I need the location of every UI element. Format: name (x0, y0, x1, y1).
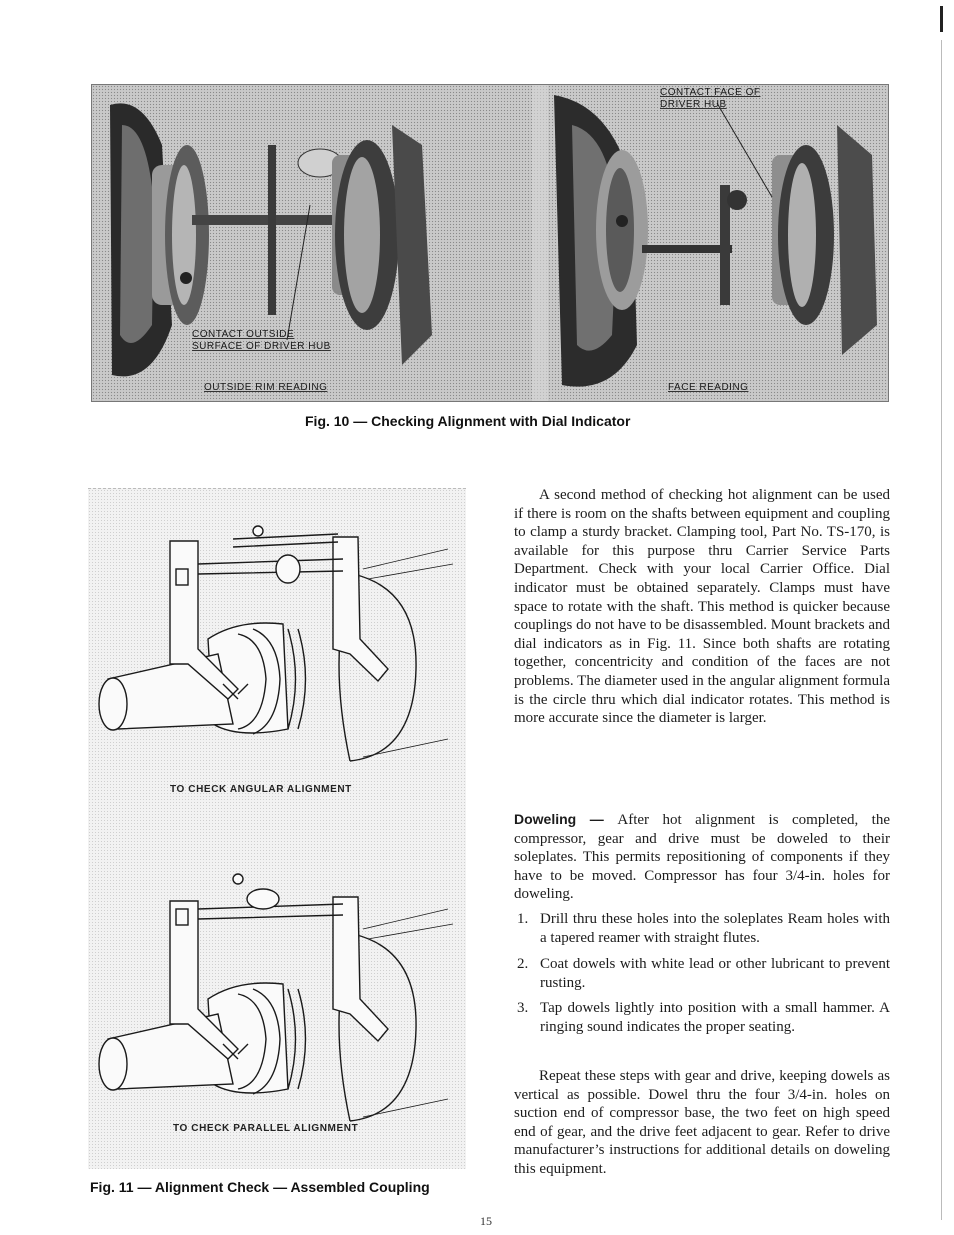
step-2 (514, 955, 890, 992)
right-coupling-photo (554, 95, 877, 387)
step-text: Drill thru these holes into the soleplates Ream holes with a tapered reamer with straight flutes. (540, 911, 890, 946)
label-outside-rim-reading: OUTSIDE RIM READING (204, 382, 328, 393)
label-face-reading: FACE READING (668, 382, 749, 393)
label-parallel-alignment: TO CHECK PARALLEL ALIGNMENT (173, 1123, 359, 1134)
parallel-alignment-drawing (99, 874, 453, 1121)
figure-10-illustration (92, 85, 888, 401)
figure-11-illustration (88, 489, 466, 1169)
body-paragraph-repeat (514, 1067, 890, 1179)
body-paragraph-hot-alignment (514, 486, 890, 728)
figure-11-drawing (88, 488, 466, 1169)
doweling-heading: Doweling — (514, 811, 618, 827)
paragraph-text: A second method of checking hot alignment can be used if there is room on the shafts between equipment and coupling to clamp a sturdy bracket. Clamping tool, Part No. TS-170, is available for this purpose thru Carrier Service Parts Department. Check with your local Carrier Office. Dial indicator must be obtained separately. Clamps must have space to rotate with the shaft. This method is quicker because couplings do not have to be disassembled. Mount brackets and dial indicators as in Fig. 11. Since both shafts are rotating together, concentricity and condition of the faces are not problems. The diameter used in the angular alignment formula is the circle thru which dial indicator rotates. This method is more accurate since the diameter is larger. (514, 487, 890, 727)
doweling-paragraph (514, 810, 890, 904)
step-number: 2. (517, 956, 529, 972)
doweling-text: After hot alignment is completed, the compressor, gear and drive must be doweled to their soleplates. This permits repositioning of components if they have to be moved. Compressor has four 3/4-in. holes for doweling. (514, 812, 891, 903)
step-1 (514, 910, 890, 947)
step-number: 1. (517, 911, 529, 927)
step-number: 3. (517, 1000, 529, 1016)
figure-10-caption: Fig. 10 — Checking Alignment with Dial Indicator (305, 413, 631, 429)
step-text: Tap dowels lightly into position with a small hammer. A ringing sound indicates the proper seating. (540, 1000, 890, 1035)
step-text: Coat dowels with white lead or other lubricant to prevent rusting. (540, 956, 890, 991)
paragraph-text: Repeat these steps with gear and drive, keeping dowels as vertical as possible. Dowel thru the four 3/4-in. holes on suction end of compressor base, the two feet on high speed end of gear, and the drive feet adjacent to gear. Refer to drive manufacturer’s instructions for additional details on doweling this equipment. (514, 1068, 890, 1177)
label-contact-face: CONTACT FACE OF DRIVER HUB (660, 87, 761, 110)
step-3 (514, 999, 890, 1036)
label-angular-alignment: TO CHECK ANGULAR ALIGNMENT (170, 784, 352, 795)
label-contact-outside: CONTACT OUTSIDE SURFACE OF DRIVER HUB (192, 329, 331, 352)
body-paragraph-doweling (514, 810, 890, 904)
figure-11-caption: Fig. 11 — Alignment Check — Assembled Coupling (90, 1179, 430, 1195)
figure-10-photo (91, 84, 889, 402)
page-number: 15 (480, 1214, 492, 1228)
angular-alignment-drawing (99, 526, 453, 761)
scan-edge-mark (940, 6, 943, 32)
scan-edge-line (941, 40, 942, 1220)
